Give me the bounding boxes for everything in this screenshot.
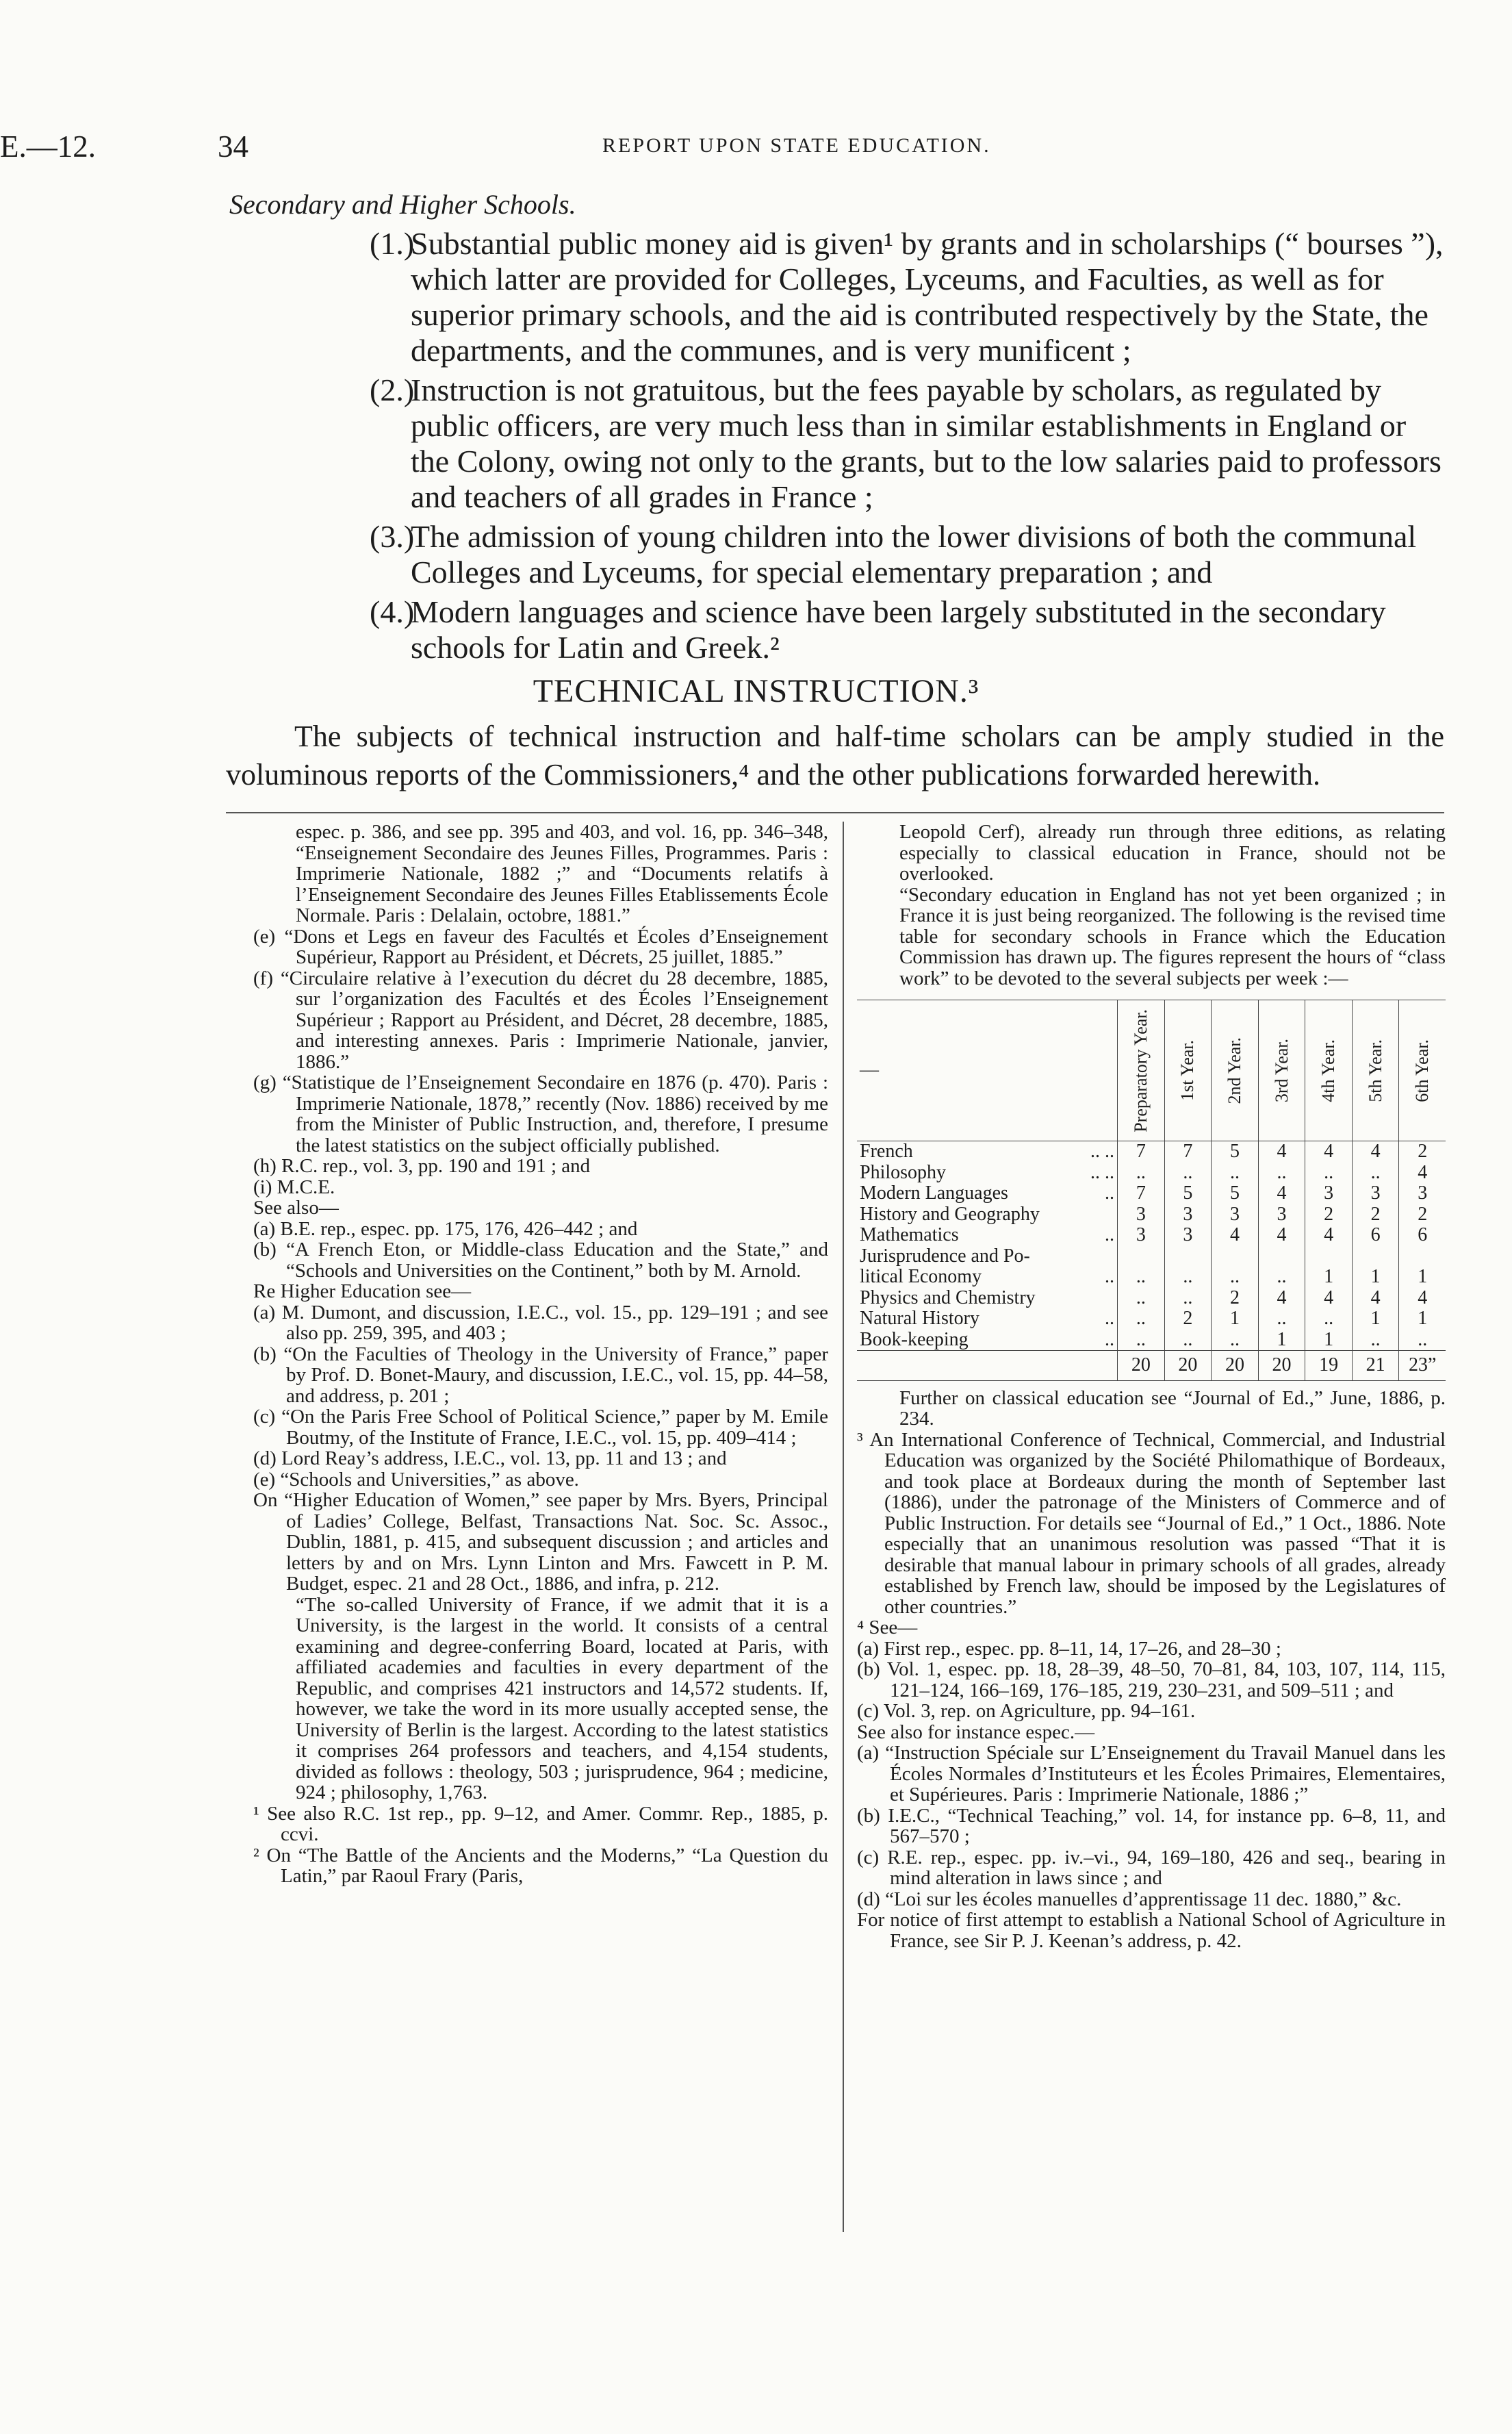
hours-cell: 6 <box>1352 1225 1399 1246</box>
page-header <box>0 129 1512 170</box>
table-row <box>857 1267 1446 1288</box>
hours-cell: 3 <box>1164 1204 1212 1226</box>
footnote-paragraph: Further on classical education see “Journal of Ed.,” June, 1886, p. 234. <box>899 1386 1446 1430</box>
subject-cell <box>857 1330 1118 1351</box>
table-row <box>857 1308 1446 1330</box>
hours-cell: 4 <box>1305 1141 1353 1163</box>
footnote-continuation: Leopold Cerf), already run through three editions, as relating especially to classical education in France, should not be overlooked. <box>899 821 1446 885</box>
document-code: E.—12. <box>0 129 96 164</box>
hours-cell: 1 <box>1305 1267 1353 1288</box>
hours-cell: 1 <box>1399 1308 1446 1330</box>
hours-cell: .. <box>1118 1288 1165 1309</box>
footnote-paragraph: (d) Lord Reay’s address, I.E.C., vol. 13, pp. 11 and 13 ; and <box>253 1447 727 1469</box>
footnote-paragraph: (d) “Loi sur les écoles manuelles d’apprentissage 11 dec. 1880,” &c. <box>857 1888 1402 1910</box>
hours-cell: 4 <box>1212 1225 1259 1246</box>
subject-cell <box>857 1288 1118 1309</box>
hours-cell: 1 <box>1352 1308 1399 1330</box>
quote-paragraph: “Secondary education in England has not yet been organized ; in France it is just being reorganized. The following is the revised time table for secondary schools in France which the Education Commission has drawn up. The figures represent the hours of “class work” to be devoted to the several subjects per week :— <box>899 883 1446 989</box>
total-cell: 20 <box>1258 1351 1305 1381</box>
hours-cell: 1 <box>1352 1267 1399 1288</box>
hours-cell: 1 <box>1399 1267 1446 1288</box>
subject-cell <box>857 1308 1118 1330</box>
hours-cell: 2 <box>1352 1204 1399 1226</box>
hours-cell: 1 <box>1258 1330 1305 1351</box>
hours-cell: .. <box>1212 1330 1259 1351</box>
subject-cell <box>857 1204 1118 1226</box>
footnote-paragraph: See also for instance espec.— <box>857 1721 1095 1743</box>
footnote-paragraph: (e) “Dons et Legs en faveur des Facultés et Écoles d’Enseignement Supérieur, Rapport au Président, et Décrets, 25 juillet, 1885.” <box>253 925 828 968</box>
left-footnote-column <box>253 822 828 1887</box>
right-footnote-column <box>857 822 1446 1951</box>
hours-cell: 3 <box>1399 1183 1446 1204</box>
total-cell: 23” <box>1399 1351 1446 1381</box>
footnote-paragraph: (b) “A French Eton, or Middle-class Education and the State,” and “Schools and Universities on the Continent,” both by M. Arnold. <box>253 1239 828 1282</box>
hours-cell: 2 <box>1399 1141 1446 1163</box>
column-divider <box>843 822 844 2232</box>
item-label: (4.) <box>370 594 415 629</box>
subject-name: History and Geography <box>860 1203 1040 1225</box>
hours-cell: .. <box>1164 1267 1212 1288</box>
hours-cell: .. <box>1258 1267 1305 1288</box>
subject-cell <box>857 1141 1118 1163</box>
footnote-paragraph: Re Higher Education see— <box>253 1280 472 1302</box>
hours-cell: 4 <box>1258 1183 1305 1204</box>
hours-cell: .. <box>1352 1330 1399 1351</box>
hours-cell: 2 <box>1305 1204 1353 1226</box>
footnote-paragraph: ¹ See also R.C. 1st rep., pp. 9–12, and Amer. Commr. Rep., 1885, p. ccvi. <box>253 1802 828 1845</box>
footnote-paragraph: (b) I.E.C., “Technical Teaching,” vol. 14, for instance pp. 6–8, 11, and 567–570 ; <box>857 1804 1446 1847</box>
footnote-paragraph: (e) “Schools and Universities,” as above. <box>253 1468 579 1491</box>
item-label: (2.) <box>370 372 415 407</box>
total-cell: 19 <box>1305 1351 1353 1381</box>
hours-cell: 4 <box>1258 1288 1305 1309</box>
table-row <box>857 1330 1446 1351</box>
subject-name: Natural History <box>860 1308 979 1329</box>
hours-cell <box>1305 1246 1353 1267</box>
running-title: REPORT UPON STATE EDUCATION. <box>602 134 991 157</box>
hours-cell: .. <box>1212 1163 1259 1184</box>
hours-cell: .. <box>1118 1308 1165 1330</box>
hours-cell: 3 <box>1305 1183 1353 1204</box>
hours-cell: .. <box>1352 1163 1399 1184</box>
footnote-paragraph: “The so-called University of France, if we admit that it is a University, is the largest in the world. It consists of a central examining and degree-conferring Board, located at Paris, with affiliated academies and faculties in every department of the Republic, and comprises 421 instructors and 14,572 students. If, however, we take the word in its more usually accepted sense, the University of Berlin is the largest. According to the latest statistics it comprises 264 professors and teachers, and 4,154 students, divided as follows : theology, 503 ; jurisprudence, 964 ; medicine, 924 ; philosophy, 1,763. <box>296 1593 828 1803</box>
footnote-paragraph: On “Higher Education of Women,” see paper by Mrs. Byers, Principal of Ladies’ College, Belfast, Transactions Nat. Soc. Sc. Assoc., Dublin, 1881, p. 415, and subsequent discussion ; and articles and letters by and on Mrs. Lynn Linton and Mrs. Fawcett in P. M. Budget, espec. 21 and 28 Oct., 1886, and infra, p. 212. <box>253 1489 828 1595</box>
column-header: 4th Year. <box>1305 1000 1353 1141</box>
list-item <box>301 372 1444 515</box>
leader-dots: .. <box>1105 1224 1115 1245</box>
corner-cell: — <box>857 1000 1118 1141</box>
total-cell: 20 <box>1118 1351 1165 1381</box>
footnote-paragraph: (i) M.C.E. <box>253 1176 335 1198</box>
hours-cell: 3 <box>1212 1204 1259 1226</box>
item-text: The admission of young children into the lower divisions of both the communal Colleges and Lyceums, for special elementary preparation ; and <box>411 519 1417 590</box>
hours-cell <box>1164 1246 1212 1267</box>
hours-cell: 2 <box>1399 1204 1446 1226</box>
hours-cell: 4 <box>1352 1288 1399 1309</box>
subject-cell <box>857 1183 1118 1204</box>
footnote-paragraph: (b) Vol. 1, espec. pp. 18, 28–39, 48–50, 70–81, 84, 103, 107, 114, 115, 121–124, 166–169, 176–185, 219, 230–231, and 509–511 ; and <box>857 1658 1446 1701</box>
hours-cell <box>1118 1246 1165 1267</box>
footnote-paragraph: ² On “The Battle of the Ancients and the Moderns,” “La Question du Latin,” par Raoul Frary (Paris, <box>253 1844 828 1887</box>
footnote-paragraph: (c) R.E. rep., espec. pp. iv.–vi., 94, 169–180, 426 and seq., bearing in mind alteration in laws since ; and <box>857 1846 1446 1889</box>
section-heading: Secondary and Higher Schools. <box>229 189 576 220</box>
hours-cell: 5 <box>1164 1183 1212 1204</box>
hours-cell: 4 <box>1305 1225 1353 1246</box>
hours-cell: .. <box>1164 1330 1212 1351</box>
hours-cell <box>1212 1246 1259 1267</box>
page-number: 34 <box>218 129 248 164</box>
footnote-paragraph: espec. p. 386, and see pp. 395 and 403, and vol. 16, pp. 346–348, “Enseignement Secondaire des Jeunes Filles, Programmes. Paris : Imprimerie Nationale, 1882 ;” and “Documents relatifs à l’Enseignement Secondaire des Jeunes Filles Etablissements École Normale. Paris : Delalain, octobre, 1881.” <box>296 821 828 926</box>
subject-cell <box>857 1267 1118 1288</box>
column-header: 6th Year. <box>1399 1000 1446 1141</box>
table-row <box>857 1246 1446 1267</box>
footnote-paragraph: (a) First rep., espec. pp. 8–11, 14, 17–26, and 28–30 ; <box>857 1637 1281 1660</box>
leader-dots: .. <box>1105 1328 1115 1350</box>
hours-cell: 2 <box>1164 1308 1212 1330</box>
footnote-paragraph: ³ An International Conference of Technical, Commercial, and Industrial Education was organized by the Société Philomathique of Bordeaux, and took place at Bordeaux during the month of September last (1886), under the patronage of the Ministers of Commerce and of Public Instruction. For details see “Journal of Ed.,” 1 Oct., 1886. Note especially that an unanimous resolution was passed “That it is desirable that manual labour in primary schools of all grades, already established by French law, should be imposed by the Legislatures of other countries.” <box>857 1428 1446 1618</box>
subject-cell <box>857 1163 1118 1184</box>
table-row <box>857 1288 1446 1309</box>
item-text: Modern languages and science have been largely substituted in the secondary schools for Latin and Greek.² <box>411 594 1386 665</box>
totals-label-cell <box>857 1351 1118 1381</box>
item-label: (1.) <box>370 226 415 261</box>
table-row <box>857 1141 1446 1163</box>
hours-cell: .. <box>1164 1288 1212 1309</box>
subject-cell <box>857 1246 1118 1267</box>
hours-cell: 1 <box>1305 1330 1353 1351</box>
leader-dots: .. .. <box>1090 1141 1115 1162</box>
hours-cell: .. <box>1305 1308 1353 1330</box>
leader-dots: .. <box>1105 1182 1115 1204</box>
hours-cell: 3 <box>1118 1225 1165 1246</box>
subject-name: Modern Languages <box>860 1182 1008 1204</box>
total-cell: 21 <box>1352 1351 1399 1381</box>
technical-intro: The subjects of technical instruction and half-time scholars can be amply studied in the voluminous reports of the Commissioners,⁴ and the other publications forwarded herewith. <box>226 720 1444 791</box>
hours-cell: 4 <box>1399 1163 1446 1184</box>
leader-dots: .. <box>1105 1266 1115 1287</box>
footnote-paragraph: See also— <box>253 1197 339 1219</box>
hours-cell: 1 <box>1212 1308 1259 1330</box>
total-cell: 20 <box>1164 1351 1212 1381</box>
list-item <box>301 519 1444 590</box>
hours-cell: 5 <box>1212 1183 1259 1204</box>
subject-cell <box>857 1225 1118 1246</box>
footnote-paragraph: ⁴ See— <box>857 1617 918 1638</box>
footnote-paragraph: (c) “On the Paris Free School of Political Science,” paper by M. Emile Boutmy, of the Institute of France, I.E.C., vol. 15, pp. 409–414 ; <box>253 1406 828 1449</box>
table-header-row <box>857 1000 1446 1141</box>
footnote-paragraph: (h) R.C. rep., vol. 3, pp. 190 and 191 ; and <box>253 1155 591 1177</box>
totals-row <box>857 1351 1446 1381</box>
hours-cell <box>1399 1246 1446 1267</box>
table-row <box>857 1163 1446 1184</box>
table-row <box>857 1225 1446 1246</box>
leader-dots: .. <box>1105 1308 1115 1329</box>
hours-cell: .. <box>1258 1163 1305 1184</box>
table-row <box>857 1204 1446 1226</box>
hours-cell: .. <box>1118 1163 1165 1184</box>
subject-name: litical Economy <box>860 1266 982 1287</box>
column-header: 2nd Year. <box>1212 1000 1259 1141</box>
footnote-paragraph: (a) M. Dumont, and discussion, I.E.C., vol. 15., pp. 129–191 ; and see also pp. 259, 395, and 403 ; <box>253 1301 828 1344</box>
hours-cell: 4 <box>1258 1141 1305 1163</box>
subject-name: Mathematics <box>860 1224 959 1245</box>
hours-cell: 7 <box>1164 1141 1212 1163</box>
footnote-paragraph: (b) “On the Faculties of Theology in the University of France,” paper by Prof. D. Bonet-Maury, and discussion, I.E.C., vol. 15, pp. 44–58, and address, p. 201 ; <box>253 1343 828 1407</box>
footnote-paragraph: (f) “Circulaire relative à l’execution du décret du 28 decembre, 1885, sur l’organization des Facultés et des Écoles l’Enseignement Supérieur ; Rapport au Président, and Décret, 28 decembre, 1885, and interesting annexes. Paris : Imprimerie Nationale, janvier, 1886.” <box>253 967 828 1073</box>
footnote-paragraph: (c) Vol. 3, rep. on Agriculture, pp. 94–161. <box>857 1700 1196 1722</box>
hours-cell: .. <box>1118 1267 1165 1288</box>
column-header: 1st Year. <box>1164 1000 1212 1141</box>
item-text: Instruction is not gratuitous, but the fees payable by scholars, as regulated by public officers, are very much less than in similar establishments in England or the Colony, owing not only to the grants, but to the low salaries paid to professors and teachers of all grades in France ; <box>411 372 1441 514</box>
time-table <box>857 1000 1446 1381</box>
hours-cell: 7 <box>1118 1141 1165 1163</box>
hours-cell: 7 <box>1118 1183 1165 1204</box>
hours-cell: .. <box>1258 1308 1305 1330</box>
hours-cell: .. <box>1399 1330 1446 1351</box>
column-header: 3rd Year. <box>1258 1000 1305 1141</box>
column-header: Preparatory Year. <box>1118 1000 1165 1141</box>
hours-cell: 5 <box>1212 1141 1259 1163</box>
column-header: 5th Year. <box>1352 1000 1399 1141</box>
technical-heading: TECHNICAL INSTRUCTION.³ <box>533 673 979 709</box>
list-item <box>301 594 1444 665</box>
hours-cell: 2 <box>1212 1288 1259 1309</box>
table-row <box>857 1183 1446 1204</box>
list-item <box>301 226 1444 368</box>
item-label: (3.) <box>370 519 415 554</box>
hours-cell: 3 <box>1118 1204 1165 1226</box>
hours-cell <box>1258 1246 1305 1267</box>
footnote-paragraph: (a) B.E. rep., espec. pp. 175, 176, 426–442 ; and <box>253 1217 638 1240</box>
leader-dots: .. .. <box>1090 1161 1115 1183</box>
subject-name: Physics and Chemistry <box>860 1286 1036 1308</box>
item-text: Substantial public money aid is given¹ by grants and in scholarships (“ bourses ”), which latter are provided for Colleges, Lyceums, and Faculties, as well as for superior primary schools, and the aid is contributed respectively by the State, the departments, and the communes, and is very munificent ; <box>411 226 1444 368</box>
numbered-list <box>301 226 1444 670</box>
hours-cell: 4 <box>1305 1288 1353 1309</box>
hours-cell: .. <box>1164 1163 1212 1184</box>
footnote-paragraph: (g) “Statistique de l’Enseignement Secondaire en 1876 (p. 470). Paris : Imprimerie Nationale, 1878,” recently (Nov. 1886) received by me from the Minister of Public Instruction, and, therefore, I presume the latest statistics on the subject officially published. <box>253 1072 828 1156</box>
footnote-paragraph: For notice of first attempt to establish a National School of Agriculture in France, see Sir P. J. Keenan’s address, p. 42. <box>857 1909 1446 1952</box>
subject-name: Book-keeping <box>860 1328 969 1350</box>
hours-cell: .. <box>1118 1330 1165 1351</box>
total-cell: 20 <box>1212 1351 1259 1381</box>
footnote-paragraph: (a) “Instruction Spéciale sur L’Enseignement du Travail Manuel dans les Écoles Normales d’Instituteurs et les Écoles Primaires, Elementaires, et Supérieures. Paris : Imprimerie Nationale, 1886 ;” <box>857 1742 1446 1805</box>
hours-cell: .. <box>1212 1267 1259 1288</box>
hours-cell: 4 <box>1258 1225 1305 1246</box>
hours-cell: 6 <box>1399 1225 1446 1246</box>
hours-cell: 4 <box>1352 1141 1399 1163</box>
hours-cell: 4 <box>1399 1288 1446 1309</box>
subject-name: Philosophy <box>860 1161 947 1183</box>
divider <box>226 812 1444 813</box>
subject-name: Jurisprudence and Po- <box>860 1245 1030 1267</box>
subject-name: French <box>860 1141 913 1162</box>
hours-cell: 3 <box>1258 1204 1305 1226</box>
hours-cell: .. <box>1305 1163 1353 1184</box>
hours-cell <box>1352 1246 1399 1267</box>
hours-cell: 3 <box>1352 1183 1399 1204</box>
hours-cell: 3 <box>1164 1225 1212 1246</box>
